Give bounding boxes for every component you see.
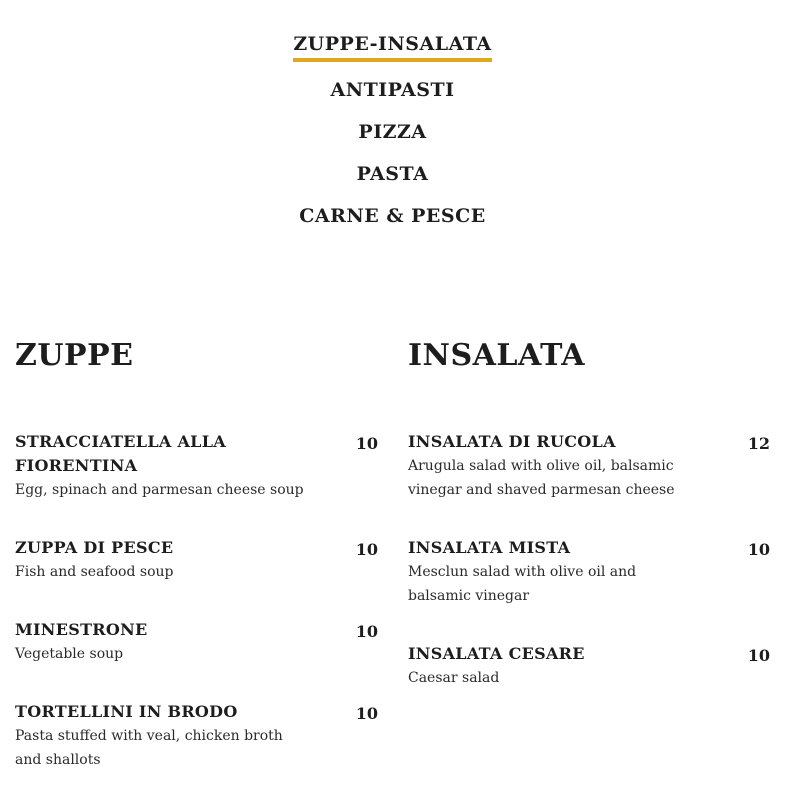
menu-item-price: 10 [355,434,378,453]
menu-item [408,536,770,608]
menu-item-description: Egg, spinach and parmesan cheese soup [15,482,304,498]
menu-item-name: ZUPPA DI PESCE [15,538,174,557]
menu-item-price: 10 [355,540,378,559]
menu-item-price: 10 [747,646,770,665]
nav-item-pasta[interactable]: PASTA [356,163,429,185]
menu-item-name: INSALATA CESARE [408,644,585,663]
menu-item-price: 10 [355,704,378,723]
menu-item-description: Mesclun salad with olive oil and balsamic vinegar [408,564,637,604]
zuppe-list [15,430,378,806]
menu-item-name: TORTELLINI IN BRODO [15,702,238,721]
menu-item-description: Pasta stuffed with veal, chicken broth and shallots [15,728,283,768]
menu-item-price: 12 [747,434,770,453]
nav-item-pizza[interactable]: PIZZA [358,121,427,143]
menu-item-description: Arugula salad with olive oil, balsamic vinegar and shaved parmesan cheese [408,458,675,498]
menu-item-name: STRACCIATELLA ALLA FIORENTINA [15,432,226,475]
menu-item [408,642,770,690]
menu-item [15,618,378,666]
menu-item-description: Vegetable soup [15,646,124,662]
zuppe-section-title: ZUPPE [15,338,134,373]
insalata-list [408,430,770,724]
menu-item-name: MINESTRONE [15,620,148,639]
menu-item [15,430,378,502]
menu-item [15,536,378,584]
menu-item-name: INSALATA MISTA [408,538,571,557]
menu-item-description: Fish and seafood soup [15,564,174,580]
nav-item-zuppe-insalata[interactable]: ZUPPE-INSALATA [293,30,491,62]
nav-item-carne-pesce[interactable]: CARNE & PESCE [299,205,486,227]
menu-category-nav [0,30,785,244]
menu-item [408,430,770,502]
menu-item [15,700,378,772]
nav-item-antipasti[interactable]: ANTIPASTI [330,79,455,101]
insalata-section-title: INSALATA [408,338,586,373]
menu-item-name: INSALATA DI RUCOLA [408,432,616,451]
menu-item-description: Caesar salad [408,670,500,686]
menu-item-price: 10 [355,622,378,641]
menu-item-price: 10 [747,540,770,559]
